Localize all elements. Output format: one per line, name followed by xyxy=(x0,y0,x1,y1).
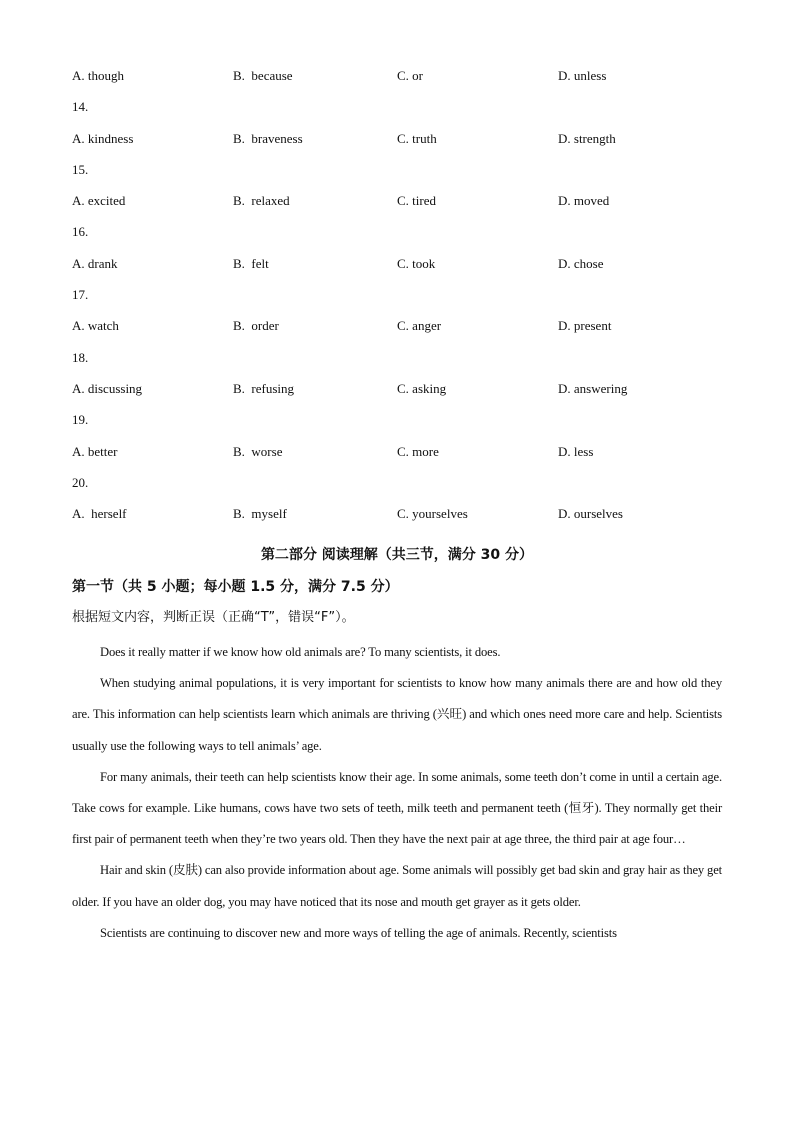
reading-passage xyxy=(72,637,722,949)
option-b: B. order xyxy=(233,318,279,334)
question-number-row xyxy=(72,285,752,316)
option-a: A. watch xyxy=(72,318,119,334)
passage-paragraph: For many animals, their teeth can help scientists know their age. In some animals, some teeth don’t come in until a certain age. Take cows for example. Like humans, cows have two sets of teeth, milk teeth and permanent teeth (恒牙). They normally get their first pair of permanent teeth when they’re two years old. Then they have the next pair at age three, the third pair at age four… xyxy=(72,769,722,847)
option-d: D. strength xyxy=(558,130,616,146)
question-number: 19. xyxy=(72,412,89,428)
option-row xyxy=(72,254,752,285)
option-c: C. yourselves xyxy=(397,506,468,522)
option-b: B. worse xyxy=(233,443,283,459)
option-c: C. truth xyxy=(397,130,437,146)
option-row xyxy=(72,504,752,535)
question-number-row xyxy=(72,410,752,441)
option-row xyxy=(72,66,752,97)
option-row xyxy=(72,379,752,410)
option-a: A. drank xyxy=(72,255,118,271)
option-d: D. present xyxy=(558,318,612,334)
option-d: D. moved xyxy=(558,193,610,209)
option-a: A. discussing xyxy=(72,380,143,396)
option-b: B. because xyxy=(233,68,293,83)
passage-paragraph: When studying animal populations, it is very important for scientists to know how many animals there are and how old they are. This information can help scientists learn which animals are thriving (兴旺) and which ones need more care and help. Scientists usually use the following ways to tell animals’ age. xyxy=(72,676,722,753)
option-c: C. tired xyxy=(397,193,436,209)
instruction-text: 根据短文内容，判断正误（正确“T”，错误“F”）。 xyxy=(72,610,355,625)
option-c: C. asking xyxy=(397,380,447,396)
option-b: B. myself xyxy=(233,506,287,522)
option-d: D. unless xyxy=(558,68,607,83)
option-d: D. answering xyxy=(558,380,628,396)
option-b: B. refusing xyxy=(233,380,295,396)
option-a: A. excited xyxy=(72,193,126,209)
question-number-row xyxy=(72,348,752,379)
option-a: A. though xyxy=(72,68,124,83)
question-number-row xyxy=(72,97,752,128)
option-b: B. felt xyxy=(233,255,269,271)
question-number: 17. xyxy=(72,287,89,303)
question-number: 18. xyxy=(72,349,89,365)
option-c: C. more xyxy=(397,443,439,459)
option-row xyxy=(72,129,752,160)
question-number-row xyxy=(72,160,752,191)
section-title: 第二部分 阅读理解（共三节，满分 30 分） xyxy=(260,547,534,563)
option-c: C. took xyxy=(397,255,436,271)
question-number: 20. xyxy=(72,474,89,490)
question-number: 15. xyxy=(72,161,89,177)
question-number: 14. xyxy=(72,99,89,115)
option-c: C. or xyxy=(397,68,423,83)
passage-paragraph: Scientists are continuing to discover new and more ways of telling the age of animals. Recently, scientists xyxy=(100,925,617,940)
option-a: A. kindness xyxy=(72,130,134,146)
option-b: B. braveness xyxy=(233,130,303,146)
question-number-row xyxy=(72,222,752,253)
passage-paragraph: Does it really matter if we know how old animals are? To many scientists, it does. xyxy=(100,645,501,659)
option-d: D. less xyxy=(558,443,594,459)
question-number: 16. xyxy=(72,224,89,240)
passage-paragraph: Hair and skin (皮肤) can also provide information about age. Some animals will possibly get bad skin and gray hair as they get older. If you have an older dog, you may have noticed that its nose and mouth get grayer as it gets older. xyxy=(72,863,722,909)
option-d: D. ourselves xyxy=(558,506,623,522)
option-row xyxy=(72,442,752,473)
option-b: B. relaxed xyxy=(233,193,290,209)
option-a: A. better xyxy=(72,443,118,459)
option-a: A. herself xyxy=(72,506,127,522)
option-c: C. anger xyxy=(397,318,442,334)
option-row xyxy=(72,316,752,347)
option-row xyxy=(72,191,752,222)
multiple-choice-options xyxy=(72,66,752,535)
option-d: D. chose xyxy=(558,255,604,271)
section-subtitle: 第一节（共 5 小题；每小题 1.5 分，满分 7.5 分） xyxy=(72,579,399,595)
question-number-row xyxy=(72,473,752,504)
